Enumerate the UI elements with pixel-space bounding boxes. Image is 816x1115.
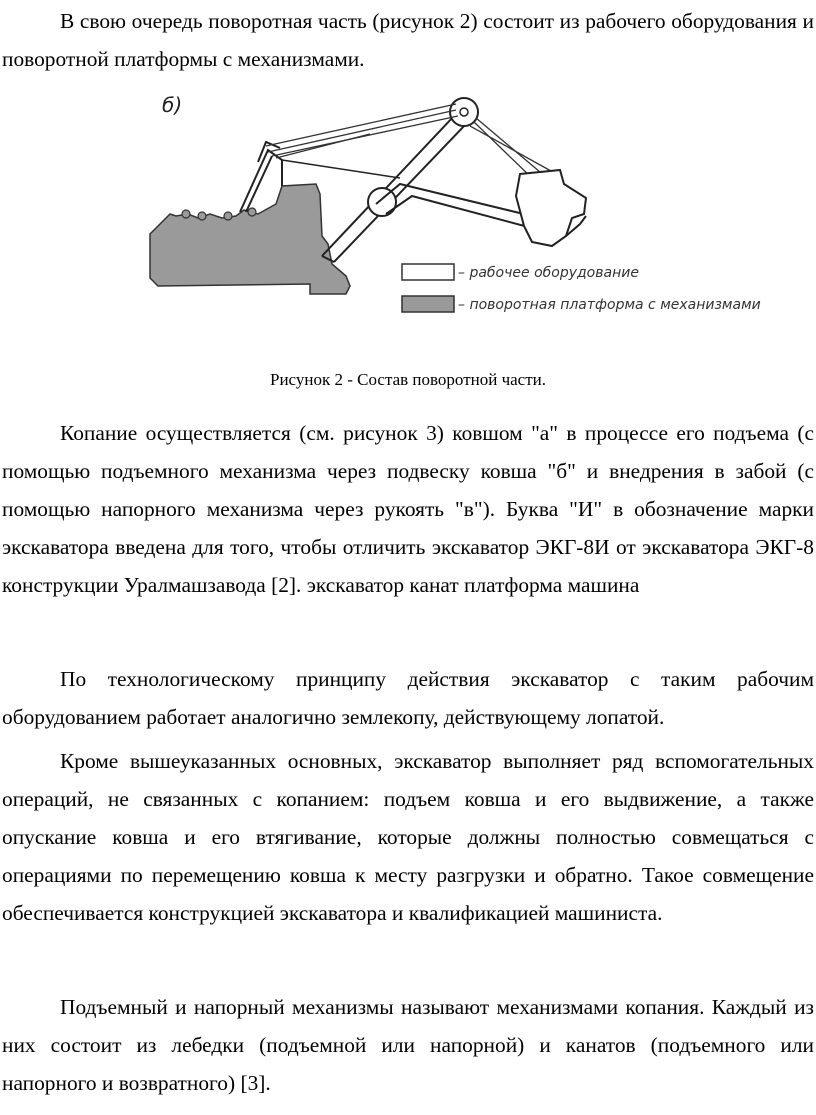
paragraph-principle: По технологическому принципу действия экскаватор с таким рабочим оборудованием работает аналогично землекопу, действующему лопатой. bbox=[2, 667, 814, 729]
paragraph-intro: В свою очередь поворотная часть (рисунок 2) состоит из рабочего оборудования и поворотной платформы с механизмами. bbox=[2, 9, 814, 71]
figure-caption: Рисунок 2 - Состав поворотной части. bbox=[270, 370, 546, 389]
figure-excavator-diagram bbox=[140, 86, 761, 338]
figure-label: б) bbox=[162, 93, 183, 117]
a-frame bbox=[240, 142, 282, 212]
legend-swatch-gray bbox=[402, 296, 454, 312]
platform-shape bbox=[150, 184, 350, 294]
legend-swatch-white bbox=[402, 264, 454, 280]
paragraph-auxiliary: Кроме вышеуказанных основных, экскаватор выполняет ряд вспомогательных операций, не связанных с копанием: подъем ковша и его выдвижение, а также опускание ковша и его втягивание, которые должны полностью совмещаться с операциями по перемещению ковша к месту разгрузки и обратно. Такое совмещение обеспечивается конструкцией экскаватора и квалификацией машиниста. bbox=[2, 749, 814, 925]
paragraph-mechanisms: Подъемный и напорный механизмы называют механизмами копания. Каждый из них состоит из лебедки (подъемной или напорной) и канатов (подъемного или напорного и возвратного) [3]. bbox=[2, 995, 814, 1095]
paragraph-digging: Копание осуществляется (см. рисунок 3) ковшом "а" в процессе его подъема (с помощью подъемного механизма через подвеску ковша "б" и внедрения в забой (с помощью напорного механизма через рукоять "в"). Буква "И" в обозначение марки экскаватора введена для того, чтобы отличить экскаватор ЭКГ-8И от экскаватора ЭКГ-8 конструкции Уралмашзавода [2]. экскаватор канат платформа машина bbox=[2, 421, 814, 597]
saddle-block bbox=[368, 188, 396, 216]
legend-label-working: – рабочее оборудование bbox=[458, 265, 639, 281]
legend bbox=[402, 264, 761, 313]
dipper-handle bbox=[376, 184, 532, 228]
legend-label-platform: – поворотная платформа с механизмами bbox=[458, 297, 761, 313]
suspension-cables bbox=[266, 104, 458, 158]
bucket-shape bbox=[516, 170, 586, 246]
excavator-diagram bbox=[140, 86, 761, 338]
